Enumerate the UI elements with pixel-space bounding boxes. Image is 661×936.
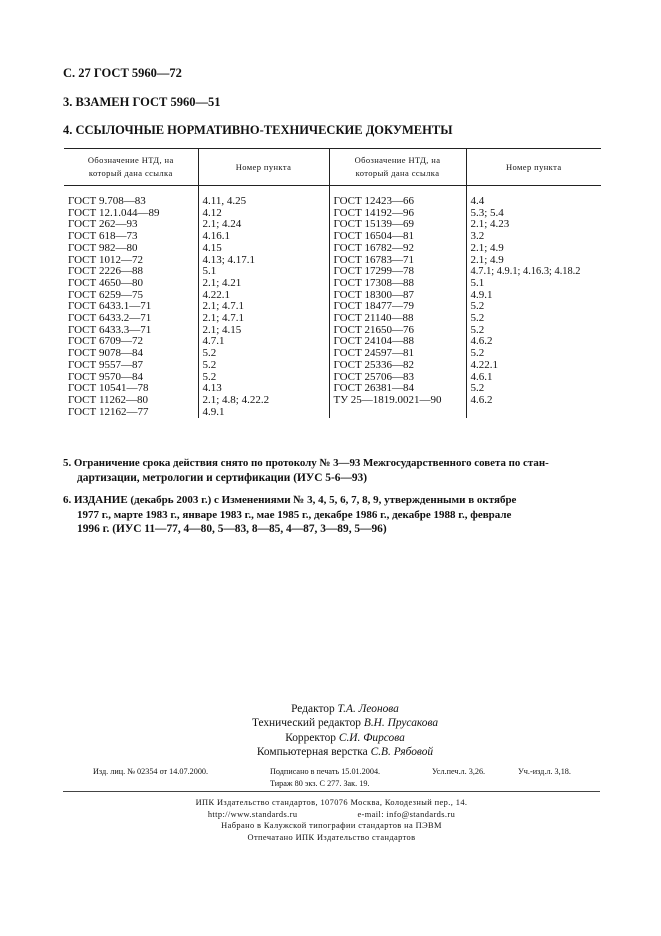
- section-4-title: 4. ССЫЛОЧНЫЕ НОРМАТИВНО-ТЕХНИЧЕСКИЕ ДОКУМЕНТЫ: [63, 123, 453, 137]
- header-doc-line2: который дана ссылка: [355, 168, 440, 178]
- page-header: С. 27 ГОСТ 5960—72: [63, 66, 182, 80]
- table-header-row: [64, 149, 601, 186]
- table-cell: 4.22.1: [470, 358, 498, 371]
- table-cell: ГОСТ 21140—88: [333, 312, 414, 325]
- table-cell: 2.1; 4.21: [202, 276, 242, 289]
- publisher-website: http://www.standards.ru: [207, 809, 298, 819]
- table-cell: 5.1: [202, 265, 217, 278]
- publisher-block: [63, 797, 600, 843]
- credit-role: Компьютерная верстка: [256, 746, 368, 759]
- table-cell: ГОСТ 12162—77: [68, 405, 149, 418]
- table-cell: 4.15: [202, 241, 222, 254]
- table-cell: 4.6.1: [470, 370, 493, 383]
- table-cell: 5.3; 5.4: [470, 206, 504, 219]
- section-6-line: 6. ИЗДАНИЕ (декабрь 2003 г.) с Изменениями № 3, 4, 5, 6, 7, 8, 9, утвержденными в октябре: [63, 494, 517, 506]
- table-cell: 2.1; 4.8; 4.22.2: [202, 393, 270, 406]
- table-cell: ГОСТ 6433.3—71: [68, 323, 152, 336]
- publisher-email: e-mail: info@standards.ru: [357, 809, 456, 819]
- header-item-left: Номер пункта: [198, 149, 329, 186]
- credit-person: С.В. Рябовой: [370, 746, 434, 759]
- credit-person: В.Н. Прусакова: [363, 717, 439, 730]
- table-cell: ГОСТ 16782—92: [333, 241, 414, 254]
- table-cell: 4.12: [202, 206, 222, 219]
- table-cell: ГОСТ 10541—78: [68, 382, 149, 395]
- table-cell: ГОСТ 6433.2—71: [68, 312, 152, 325]
- table-cell: ГОСТ 12.1.044—89: [68, 206, 160, 219]
- table-cell: ГОСТ 17299—78: [333, 265, 414, 278]
- table-cell: 2.1; 4.9: [470, 253, 504, 266]
- table-cell: 5.2: [202, 358, 217, 371]
- table-cell: ГОСТ 4650—80: [68, 276, 143, 289]
- table-cell: 2.1; 4.15: [202, 323, 242, 336]
- table-cell: ГОСТ 9078—84: [68, 347, 143, 360]
- table-cell: ГОСТ 9557—87: [68, 358, 143, 371]
- table-cell: ГОСТ 17308—88: [333, 276, 414, 289]
- credit-role: Корректор: [285, 731, 336, 744]
- table-cell: 4.7.1; 4.9.1; 4.16.3; 4.18.2: [470, 266, 581, 278]
- header-doc-line1: Обозначение НТД, на: [87, 155, 174, 165]
- table-cell: ГОСТ 12423—66: [333, 195, 414, 207]
- right-items-column: [466, 186, 601, 419]
- table-cell: ГОСТ 262—93: [68, 218, 138, 231]
- credit-role: Редактор: [291, 703, 335, 715]
- table-cell: 2.1; 4.23: [470, 218, 510, 231]
- table-cell: 4.6.2: [470, 335, 493, 348]
- credit-tech-editor: [180, 716, 510, 730]
- table-cell: 2.1; 4.7.1: [202, 312, 245, 325]
- table-cell: 5.2: [202, 347, 217, 360]
- table-cell: ГОСТ 18300—87: [333, 288, 414, 301]
- table-cell: 2.1; 4.7.1: [202, 300, 245, 313]
- table-cell: ГОСТ 14192—96: [333, 206, 414, 219]
- table-cell: 5.2: [470, 347, 485, 360]
- table-cell: 4.7.1: [202, 335, 225, 348]
- print-run: Тираж 80 экз. С 277. Зак. 19.: [270, 779, 370, 788]
- table-cell: ГОСТ 2226—88: [68, 265, 143, 278]
- license-info: Изд. лиц. № 02354 от 14.07.2000.: [93, 767, 209, 776]
- section-5-line: 5. Ограничение срока действия снято по протоколу № 3—93 Межгосударственного совета по стан-: [63, 457, 549, 469]
- table-cell: ГОСТ 26381—84: [333, 382, 414, 395]
- section-6-line: 1977 г., марте 1983 г., январе 1983 г., мае 1985 г., декабре 1986 г., декабре 1988 г., феврале: [77, 508, 512, 521]
- table-cell: ГОСТ 16783—71: [333, 253, 414, 266]
- table-cell: 4.16.1: [202, 230, 230, 243]
- left-items-column: [198, 186, 329, 419]
- header-doc-left: [64, 149, 198, 186]
- credits-block: [180, 702, 510, 760]
- table-cell: 5.2: [470, 312, 485, 325]
- right-docs-column: [329, 186, 466, 419]
- credit-layout: [180, 745, 510, 759]
- table-cell: 5.2: [470, 323, 485, 336]
- table-cell: ГОСТ 25706—83: [333, 370, 414, 383]
- table-body-row: [64, 186, 601, 419]
- table-cell: ГОСТ 9.708—83: [68, 195, 146, 207]
- table-cell: ГОСТ 982—80: [68, 241, 138, 254]
- credit-corrector: [180, 731, 510, 745]
- table-cell: ТУ 25—1819.0021—90: [333, 393, 442, 406]
- table-cell: 4.9.1: [202, 405, 225, 418]
- table-cell: ГОСТ 6259—75: [68, 288, 143, 301]
- table-cell: 4.6.2: [470, 393, 493, 406]
- table-cell: 4.13; 4.17.1: [202, 253, 256, 266]
- table-cell: ГОСТ 6709—72: [68, 335, 143, 348]
- section-5-paragraph: [63, 456, 603, 485]
- table-cell: ГОСТ 11262—80: [68, 393, 149, 406]
- table-cell: 2.1; 4.9: [470, 241, 504, 254]
- table-cell: ГОСТ 18477—79: [333, 300, 414, 313]
- header-doc-line2: который дана ссылка: [88, 168, 173, 178]
- section-3-title: 3. ВЗАМЕН ГОСТ 5960—51: [63, 95, 221, 109]
- table-cell: ГОСТ 16504—81: [333, 230, 414, 243]
- publishing-sheets: Уч.-изд.л. 3,18.: [518, 767, 571, 776]
- table-cell: ГОСТ 6433.1—71: [68, 300, 152, 313]
- header-doc-right: [329, 149, 466, 186]
- table-cell: 4.4: [470, 195, 485, 207]
- table-cell: 4.22.1: [202, 288, 230, 301]
- header-doc-line1: Обозначение НТД, на: [354, 155, 441, 165]
- publisher-contacts: [63, 809, 600, 821]
- table-cell: 5.1: [470, 276, 485, 289]
- table-cell: ГОСТ 618—73: [68, 230, 138, 243]
- table-cell: 2.1; 4.24: [202, 218, 242, 231]
- section-6-line: 1996 г. (ИУС 11—77, 4—80, 5—83, 8—85, 4—87, 3—89, 5—96): [77, 523, 387, 535]
- credit-role: Технический редактор: [251, 717, 362, 730]
- credit-editor: [180, 702, 510, 716]
- imprint-divider: [63, 791, 600, 792]
- table-cell: ГОСТ 21650—76: [333, 323, 414, 336]
- table-cell: ГОСТ 9570—84: [68, 370, 143, 383]
- table-cell: 4.13: [202, 382, 222, 395]
- table-cell: 4.9.1: [470, 288, 493, 301]
- section-5-line: дартизации, метрологии и сертификации (ИУС 5-6—93): [77, 471, 368, 484]
- header-item-right: Номер пункта: [466, 149, 601, 186]
- typesetting-info: Набрано в Калужской типографии стандартов на ПЭВМ: [221, 821, 442, 831]
- credit-person: Т.А. Леонова: [337, 703, 399, 715]
- section-6-paragraph: [63, 493, 603, 537]
- table-cell: ГОСТ 24597—81: [333, 347, 414, 360]
- credit-person: С.И. Фирсова: [338, 731, 405, 744]
- publisher-address: ИПК Издательство стандартов, 107076 Москва, Колодезный пер., 14.: [195, 798, 468, 807]
- table-cell: ГОСТ 1012—72: [68, 253, 143, 266]
- table-cell: 5.2: [470, 382, 485, 395]
- table-cell: 5.2: [202, 370, 217, 383]
- table-cell: 3.2: [470, 230, 485, 243]
- left-docs-column: [64, 186, 198, 419]
- table-cell: 4.11, 4.25: [202, 195, 247, 207]
- table-cell: 5.2: [470, 300, 485, 313]
- print-sheets: Усл.печ.л. 3,26.: [432, 767, 486, 776]
- table-cell: ГОСТ 15139—69: [333, 218, 414, 231]
- reference-documents-table: [64, 148, 601, 418]
- table-cell: ГОСТ 25336—82: [333, 358, 414, 371]
- table-cell: ГОСТ 24104—88: [333, 335, 414, 348]
- printing-info: Отпечатано ИПК Издательство стандартов: [247, 832, 416, 842]
- signed-date: Подписано в печать 15.01.2004.: [270, 767, 381, 776]
